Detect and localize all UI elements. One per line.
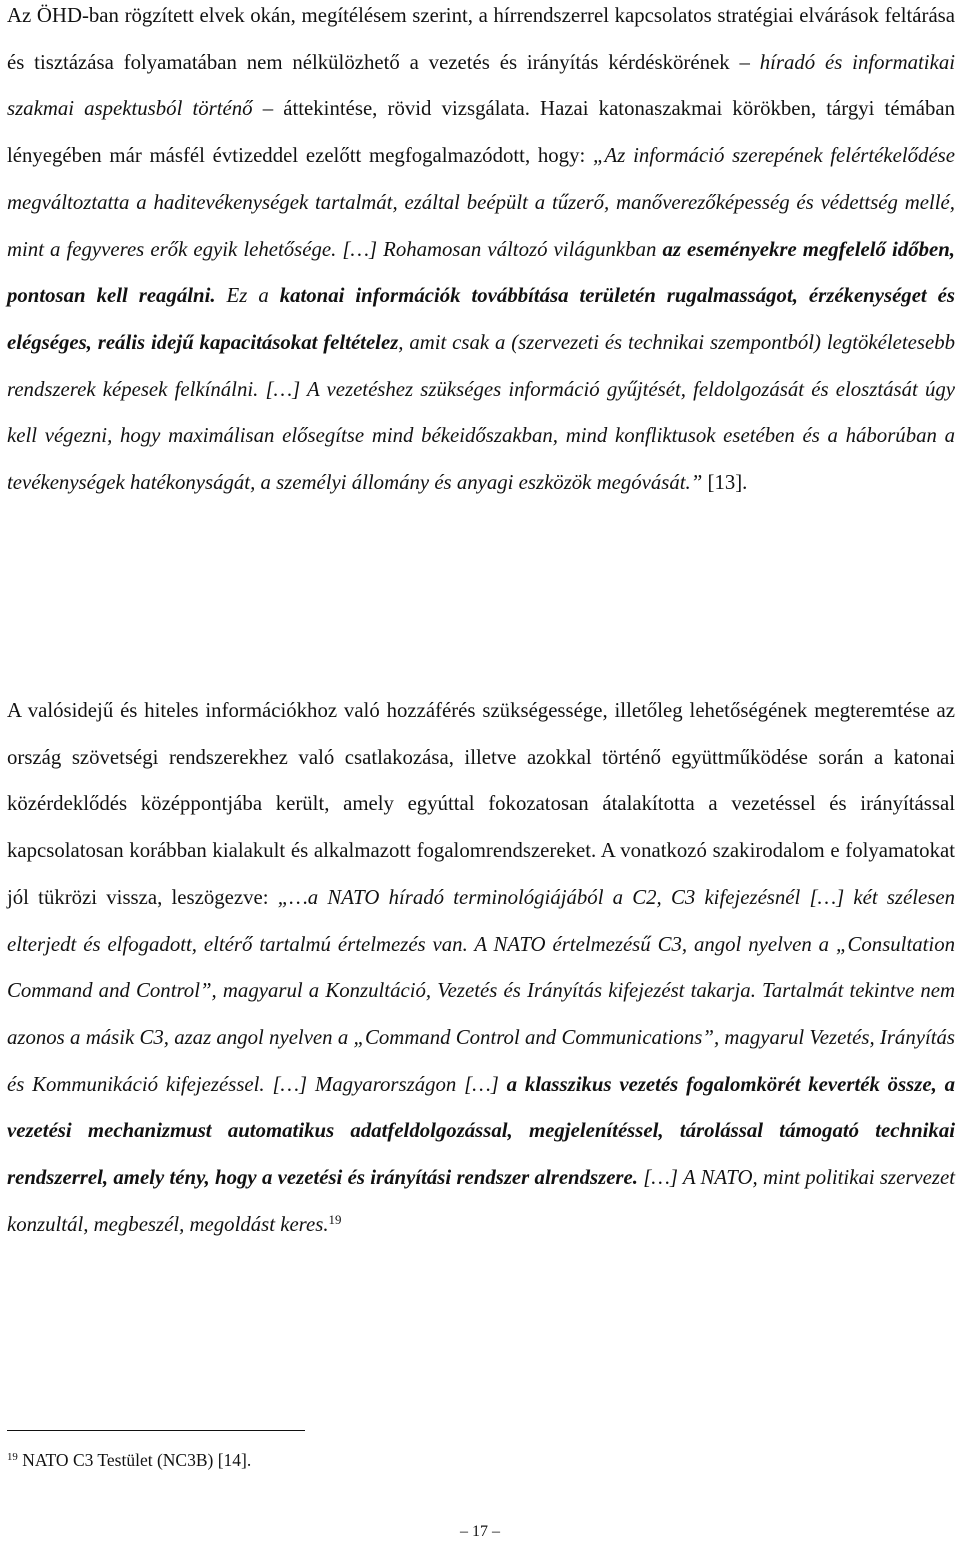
emphasized-text: a klasszikus vezetés fogalomkörét keverték össze, a vezetési mechanizmust automatikus adatfeldolgozással, megjelenítéssel, tárolással támogató technikai rendszerrel, amely tény, hogy a vezetési és irányítási rendszer alrendszere. <box>7 1072 955 1190</box>
emphasized-text: katonai információk továbbítása területén rugalmasságot, érzékenységet és elégséges, reális idejű kapacitásokat feltételez <box>7 284 955 354</box>
text-run: – áttekintése, rövid vizsgálata. Hazai katonaszakmai körökben, tárgyi témában lényegében már másfél évtizeddel ezelőtt megfogalmazódott, hogy: <box>7 97 955 168</box>
quoted-text: Ez a <box>215 284 280 308</box>
footnote-number: 19 <box>7 1451 18 1464</box>
quoted-text: „Az információ szerepének felértékelődése megváltoztatta a haditevékenységek tartalmát, ezáltal beépült a tűzerő, manőverezőképesség és védettség mellé, mint a fegyveres erők egyik lehetősége. […] Rohamosan változó világunkban <box>7 144 955 261</box>
footnote-reference: 19 <box>328 1212 342 1227</box>
body-paragraph-1 <box>7 0 955 507</box>
quoted-text: […] A NATO, mint politikai szervezet konzultál, megbeszél, megoldást keres. <box>7 1166 955 1236</box>
emphasized-text: az eseményekre megfelelő időben, pontosan kell reagálni. <box>7 237 955 308</box>
footnote-separator <box>7 1430 305 1431</box>
footnote <box>7 1449 251 1471</box>
text-run: [13]. <box>702 471 748 495</box>
footnote-text: NATO C3 Testület (NC3B) [14]. <box>17 1450 252 1470</box>
text-run: Az ÖHD-ban rögzített elvek okán, megítélésem szerint, a hírrendszerrel kapcsolatos stratégiai elvárások feltárása és tisztázása folyamatában nem nélkülözhető a vezetés és irányítás kérdéskörének – <box>7 4 955 74</box>
quoted-text: „…a NATO híradó terminológiájából a C2, C3 kifejezésnél […] két szélesen elterjedt és elfogadott, eltérő tartalmú értelmezés van. A NATO értelmezésű C3, angol nyelven a „Consultation Command and Control”, magyarul a Konzultáció, Vezetés és Irányítás kifejezést takarja. Tartalmát tekintve nem azonos a másik C3, azaz angol nyelven a „Command Control and Communications”, magyarul Vezetés, Irányítás és Kommunikáció kifejezéssel. […] Magyarországon […] <box>7 885 955 1096</box>
page-number: – 17 – <box>460 1523 500 1540</box>
quoted-text: , amit csak a (szervezeti és technikai szempontból) legtökéletesebb rendszerek képesek felkínálni. […] A vezetéshez szükséges információ gyűjtését, feldolgozását és elosztását úgy kell végezni, hogy maximálisan elősegítse mind békeidőszakban, mind konfliktusok esetében és a háborúban a tevékenységek hatékonyságát, a személyi állomány és anyagi eszközök megóvását.” <box>7 330 955 495</box>
text-run: A valósidejű és hiteles információkhoz való hozzáférés szükségessége, illetőleg lehetőségének megteremtése az ország szövetségi rendszerekhez való csatlakozása, illetve azokkal történő együttműködése során a katonai közérdeklődés középpontjába került, amely egyúttal fokozatosan átalakította a vezetéssel és irányítással kapcsolatosan korábban kialakult és alkalmazott fogalomrendszereket. A vonatkozó szakirodalom e folyamatokat jól tükrözi vissza, leszögezve: <box>7 699 955 909</box>
quoted-text: híradó és informatikai szakmai aspektusból történő <box>7 50 955 121</box>
body-paragraph-2 <box>7 688 955 1248</box>
